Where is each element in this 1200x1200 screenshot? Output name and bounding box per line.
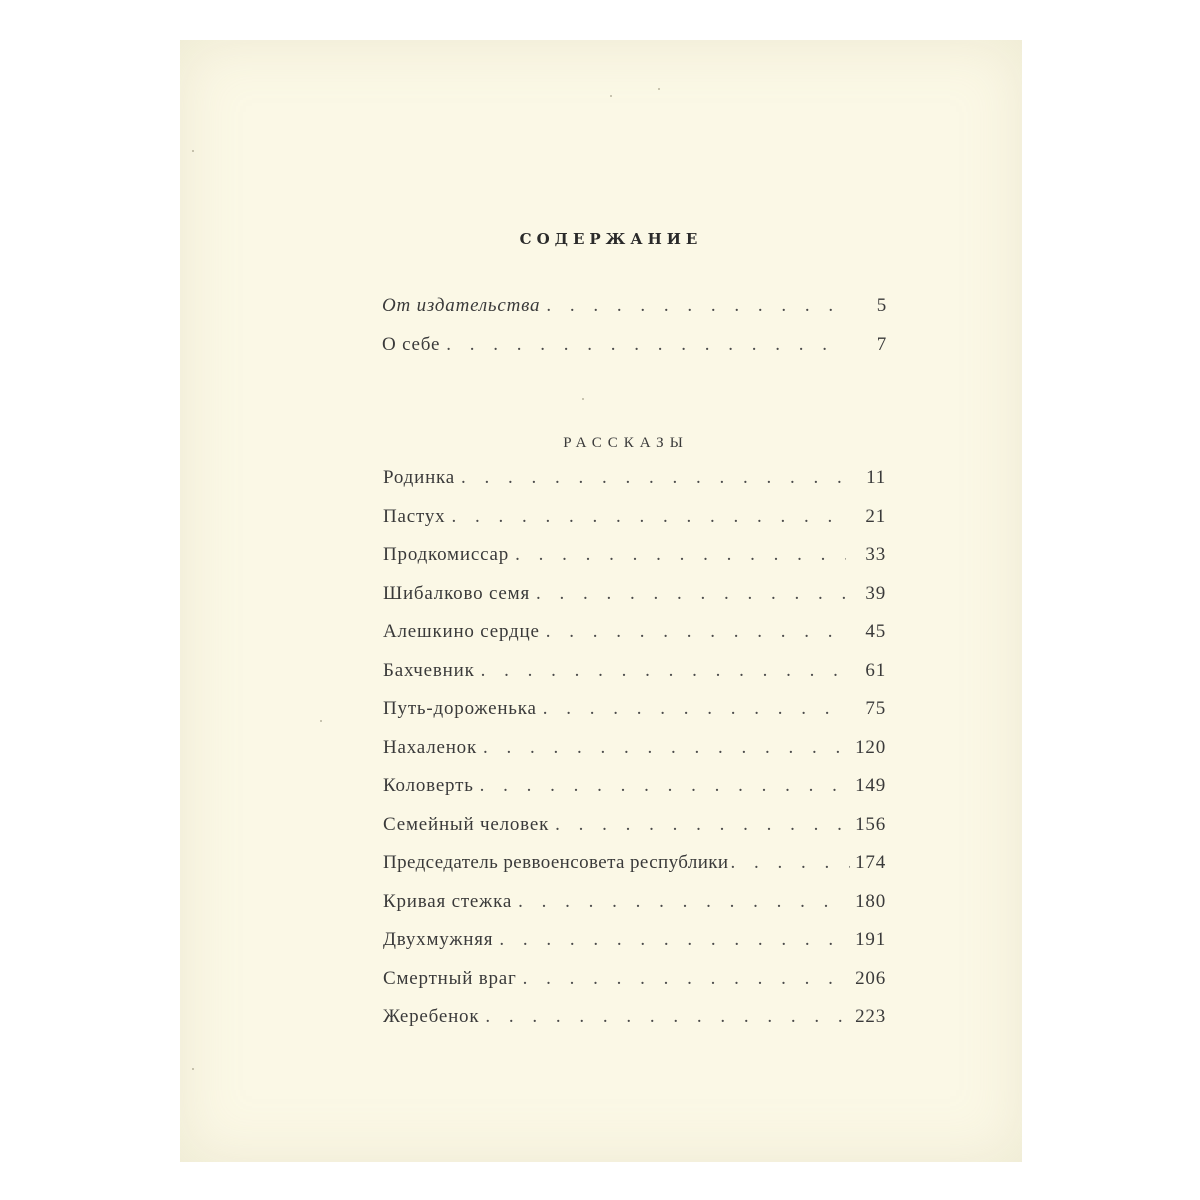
leader-dots	[515, 544, 846, 566]
leader-dots	[483, 737, 846, 759]
toc-entry	[383, 929, 886, 968]
toc-entry	[383, 968, 886, 1007]
toc-entry-title: Продкомиссар	[383, 544, 510, 565]
paper-speck	[582, 398, 584, 400]
leader-dots	[546, 621, 846, 643]
toc-entry	[383, 737, 886, 776]
toc-entry-page: 39	[865, 582, 886, 604]
page-title: СОДЕРЖАНИЕ	[519, 230, 703, 248]
toc-entry-page: 5	[876, 295, 887, 316]
toc-entry-title: О себе	[382, 333, 441, 355]
toc-entry	[383, 544, 886, 583]
toc-entry-page: 61	[865, 659, 886, 681]
toc-entry	[383, 775, 886, 814]
leader-dots	[451, 506, 846, 528]
toc-entry-title: Бахчевник	[383, 659, 475, 681]
toc-entry-title: Двухмужняя	[383, 929, 494, 950]
toc-entry-title: Шибалково семя	[383, 582, 531, 604]
toc-entry	[382, 334, 887, 373]
toc-entry-page: 33	[865, 544, 886, 565]
leader-dots	[543, 698, 846, 720]
toc-entry-title: Семейный человек	[383, 813, 550, 835]
leader-dots	[555, 814, 846, 836]
leader-dots	[446, 334, 847, 356]
toc-entry	[383, 852, 886, 891]
toc-entry-title: Председатель реввоенсовета республики	[383, 852, 729, 873]
leader-dots	[461, 467, 846, 489]
toc-entry	[382, 295, 887, 334]
toc-entry-title: Жеребенок	[383, 1006, 480, 1027]
paper-speck	[192, 150, 194, 152]
toc-entry	[383, 467, 886, 506]
toc-entry-page: 45	[865, 621, 886, 642]
leader-dots	[518, 891, 846, 913]
toc-entry-title: Коловерть	[383, 775, 474, 796]
toc-entry-page: 11	[866, 467, 886, 488]
leader-dots	[523, 968, 846, 990]
toc-entry	[383, 891, 886, 930]
toc-entry	[383, 814, 886, 853]
paper-speck	[610, 95, 612, 97]
paper-speck	[320, 720, 322, 722]
toc-entry-page: 149	[855, 775, 886, 796]
toc-entry	[383, 506, 886, 545]
stories-list	[383, 467, 886, 1045]
toc-entry-page: 206	[855, 967, 886, 989]
toc-entry-page: 7	[876, 333, 887, 355]
toc-entry-title: Смертный враг	[383, 967, 517, 989]
toc-entry	[383, 583, 886, 622]
leader-dots	[480, 775, 846, 797]
toc-entry	[383, 1006, 886, 1045]
toc-entry	[383, 660, 886, 699]
toc-entry-page: 174	[855, 852, 886, 873]
leader-dots	[546, 295, 847, 317]
toc-entry-page: 180	[855, 890, 886, 912]
toc-entry-title: Кривая стежка	[383, 890, 513, 912]
paper-speck	[192, 1068, 194, 1070]
toc-entry-page: 21	[865, 505, 886, 527]
leader-dots	[499, 929, 846, 951]
leader-dots	[481, 660, 846, 682]
toc-entry-title: От издательства	[382, 295, 541, 316]
leader-dots	[485, 1006, 846, 1028]
toc-entry	[383, 621, 886, 660]
toc-entry-title: Нахаленок	[383, 736, 478, 758]
front-matter-list	[382, 295, 887, 372]
leader-dots	[536, 583, 846, 605]
book-page	[180, 40, 1022, 1162]
toc-entry-page: 223	[855, 1006, 886, 1027]
toc-entry-page: 191	[855, 929, 886, 950]
leader-dots	[730, 852, 850, 874]
toc-entry-page: 156	[855, 813, 886, 835]
toc-entry-page: 75	[865, 698, 886, 719]
toc-entry	[383, 698, 886, 737]
toc-entry-title: Путь-дороженька	[383, 698, 537, 719]
toc-entry-title: Алешкино сердце	[383, 621, 540, 642]
paper-speck	[658, 88, 660, 90]
section-title: РАССКАЗЫ	[563, 435, 689, 451]
toc-entry-title: Родинка	[383, 467, 456, 488]
toc-entry-page: 120	[855, 736, 886, 758]
toc-entry-title: Пастух	[383, 505, 446, 527]
